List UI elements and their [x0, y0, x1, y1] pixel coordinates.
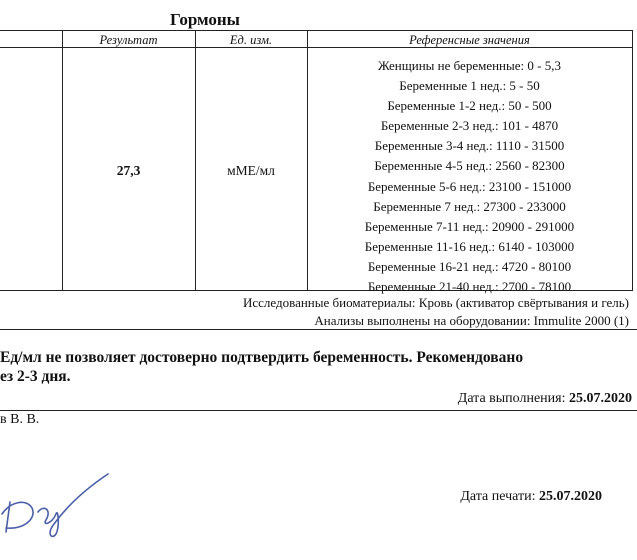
- completion-date-value: 25.07.2020: [569, 391, 632, 406]
- equipment-note: Анализы выполнены на оборудовании: Immulite 2000 (1): [314, 313, 629, 328]
- table-top-border: [0, 30, 632, 31]
- section-title: Гормоны: [170, 10, 240, 29]
- result-value: 27,3: [116, 163, 141, 178]
- reference-value: Беременные 3-4 нед.: 1110 - 31500: [374, 138, 565, 154]
- reference-value: Беременные 1 нед.: 5 - 50: [399, 78, 540, 94]
- doctor-name: в В. В.: [0, 412, 40, 427]
- print-date-value: 25.07.2020: [539, 489, 602, 504]
- reference-value: Беременные 7 нед.: 27300 - 233000: [373, 198, 566, 214]
- reference-value: Беременные 1-2 нед.: 50 - 500: [387, 98, 552, 114]
- reference-value: Беременные 7-11 нед.: 20900 - 291000: [364, 218, 575, 234]
- reference-value: Беременные 2-3 нед.: 101 - 4870: [380, 118, 559, 134]
- reference-values-list: [307, 56, 632, 297]
- reference-value: Беременные 11-16 нед.: 6140 - 103000: [364, 238, 575, 254]
- conclusion-line: Ед/мл не позволяет достоверно подтвердить беременность. Рекомендовано: [0, 349, 524, 366]
- reference-value: Беременные 4-5 нед.: 2560 - 82300: [374, 158, 565, 174]
- section-divider: [0, 329, 637, 330]
- header-reference: Референсные значения: [409, 33, 530, 47]
- table-right-border: [632, 30, 633, 291]
- conclusion-line: ез 2-3 дня.: [0, 368, 71, 385]
- reference-value: Беременные 21-40 нед.: 2700 - 78100: [367, 279, 572, 295]
- print-label: Дата печати:: [460, 489, 539, 504]
- table-column-divider: [195, 30, 196, 291]
- reference-value: Беременные 5-6 нед.: 23100 - 151000: [367, 178, 572, 194]
- reference-value: Женщины не беременные: 0 - 5,3: [378, 58, 561, 73]
- table-column-divider: [62, 30, 63, 291]
- reference-value: Беременные 16-21 нед.: 4720 - 80100: [367, 258, 572, 274]
- print-date: [460, 489, 602, 505]
- date-divider: [0, 410, 637, 411]
- header-result: Результат: [99, 33, 158, 47]
- conclusion-text: [0, 348, 523, 386]
- result-unit: мМЕ/мл: [227, 163, 275, 178]
- completion-label: Дата выполнения:: [457, 391, 569, 406]
- signature: [0, 468, 120, 540]
- header-unit: Ед. изм.: [229, 33, 273, 47]
- biomaterials-note: Исследованные биоматериалы: Кровь (активатор свёртывания и гель): [242, 295, 629, 310]
- completion-date: [458, 391, 632, 407]
